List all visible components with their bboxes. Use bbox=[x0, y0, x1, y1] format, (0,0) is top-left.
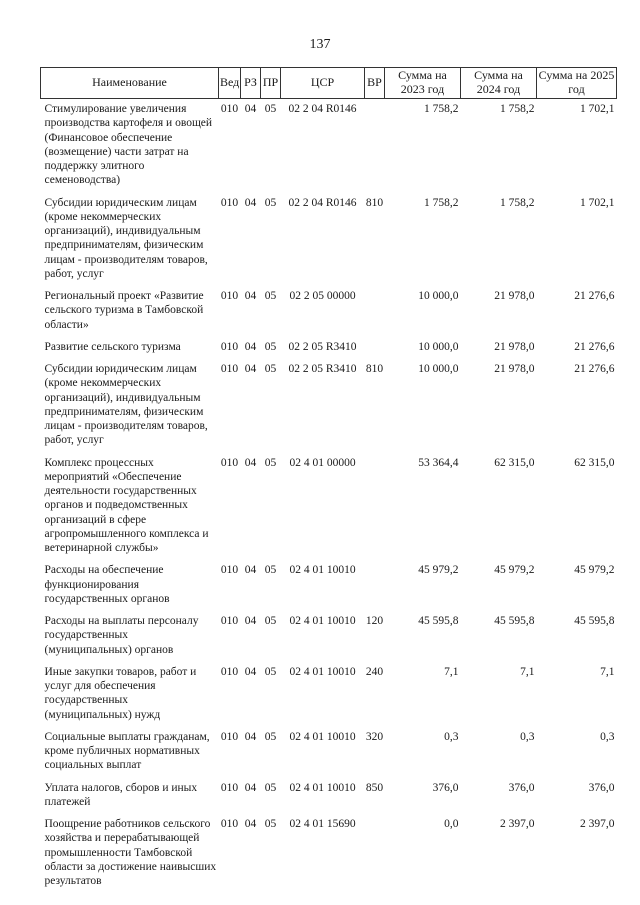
row-pr: 05 bbox=[264, 290, 277, 302]
row-rz: 04 bbox=[244, 615, 257, 627]
table-row bbox=[41, 665, 617, 730]
row-vr: 810 bbox=[365, 363, 384, 375]
row-sum-2025: 1 702,1 bbox=[580, 103, 615, 115]
row-sum-2025: 21 276,6 bbox=[574, 363, 615, 375]
row-sum-2025: 21 276,6 bbox=[574, 290, 615, 302]
header-sum-2025: Сумма на 2025 год bbox=[537, 68, 617, 99]
row-name: Уплата налогов, сборов и иных платежей bbox=[44, 781, 198, 808]
row-sum-2023: 10 000,0 bbox=[418, 340, 459, 353]
row-sum-2024: 0,3 bbox=[520, 730, 535, 743]
row-rz: 04 bbox=[244, 196, 257, 209]
row-sum-2025: 45 979,2 bbox=[574, 564, 615, 577]
row-vr: 810 bbox=[365, 196, 384, 209]
row-sum-2024: 2 397,0 bbox=[500, 818, 535, 830]
row-sum-2024: 62 315,0 bbox=[494, 456, 535, 469]
row-sum-2023: 10 000,0 bbox=[418, 290, 459, 302]
row-ved: 010 bbox=[220, 615, 239, 627]
row-vr bbox=[365, 340, 385, 362]
row-rz: 04 bbox=[244, 290, 257, 302]
table-row bbox=[41, 614, 617, 665]
row-sum-2023: 53 364,4 bbox=[418, 456, 459, 469]
row-pr: 05 bbox=[264, 456, 277, 469]
table-row bbox=[41, 196, 617, 290]
row-pr: 05 bbox=[264, 615, 277, 627]
row-sum-2025: 21 276,6 bbox=[574, 340, 615, 353]
row-ved: 010 bbox=[220, 818, 239, 830]
table-row bbox=[41, 730, 617, 781]
row-name: Стимулирование увеличения производства картофеля и овощей (Финансовое обеспечение (возмещение) части затрат на поддержку элитного семеноводства) bbox=[44, 103, 213, 187]
table-body bbox=[41, 99, 617, 897]
row-sum-2023: 10 000,0 bbox=[418, 363, 459, 375]
header-pr: ПР bbox=[261, 68, 281, 99]
row-ved: 010 bbox=[220, 340, 239, 353]
table-row bbox=[41, 99, 617, 196]
row-sum-2024: 45 979,2 bbox=[494, 564, 535, 577]
row-sum-2023: 376,0 bbox=[432, 781, 459, 794]
row-sum-2025: 7,1 bbox=[600, 665, 615, 678]
row-pr: 05 bbox=[264, 363, 277, 375]
table-header bbox=[41, 68, 617, 99]
row-vr bbox=[365, 456, 385, 564]
page-number: 137 bbox=[309, 37, 331, 52]
row-pr: 05 bbox=[264, 665, 277, 678]
row-pr: 05 bbox=[264, 781, 277, 794]
row-sum-2025: 1 702,1 bbox=[580, 196, 615, 209]
row-rz: 04 bbox=[244, 363, 257, 375]
row-pr: 05 bbox=[264, 340, 277, 353]
row-rz: 04 bbox=[244, 456, 257, 469]
row-csr: 02 2 05 00000 bbox=[289, 290, 356, 302]
row-sum-2023: 45 979,2 bbox=[418, 564, 459, 577]
row-vr bbox=[365, 817, 385, 896]
row-rz: 04 bbox=[244, 564, 257, 577]
row-rz: 04 bbox=[244, 818, 257, 830]
row-csr: 02 2 05 R3410 bbox=[288, 363, 357, 375]
row-csr: 02 4 01 00000 bbox=[289, 456, 356, 469]
row-ved: 010 bbox=[220, 781, 239, 794]
row-ved: 010 bbox=[220, 456, 239, 469]
row-sum-2025: 376,0 bbox=[588, 781, 615, 794]
row-vr: 850 bbox=[365, 781, 384, 794]
row-ved: 010 bbox=[220, 730, 239, 743]
row-csr: 02 4 01 10010 bbox=[289, 564, 356, 577]
header-sum-2023: Сумма на 2023 год bbox=[385, 68, 461, 99]
row-rz: 04 bbox=[244, 781, 257, 794]
row-vr bbox=[365, 289, 385, 340]
row-sum-2023: 7,1 bbox=[444, 665, 459, 678]
row-csr: 02 2 04 R0146 bbox=[288, 103, 357, 115]
row-name: Региональный проект «Развитие сельского туризма в Тамбовской области» bbox=[44, 290, 204, 331]
row-sum-2023: 0,3 bbox=[444, 730, 459, 743]
row-ved: 010 bbox=[220, 103, 239, 115]
row-csr: 02 2 05 R3410 bbox=[288, 340, 357, 353]
row-ved: 010 bbox=[220, 196, 239, 209]
row-sum-2024: 7,1 bbox=[520, 665, 535, 678]
row-csr: 02 4 01 10010 bbox=[289, 665, 356, 678]
row-sum-2024: 21 978,0 bbox=[494, 290, 535, 302]
row-name: Субсидии юридическим лицам (кроме некоммерческих организаций), индивидуальным предпринимателям, физическим лицам - производителям товаров, работ, услуг bbox=[44, 363, 208, 447]
row-vr: 240 bbox=[365, 665, 384, 678]
row-sum-2024: 45 595,8 bbox=[494, 615, 535, 627]
table-row bbox=[41, 340, 617, 362]
row-ved: 010 bbox=[220, 363, 239, 375]
header-sum-2024: Сумма на 2024 год bbox=[461, 68, 537, 99]
row-sum-2025: 45 595,8 bbox=[574, 615, 615, 627]
header-vr: ВР bbox=[365, 68, 385, 99]
row-ved: 010 bbox=[220, 564, 239, 577]
row-rz: 04 bbox=[244, 730, 257, 743]
row-sum-2023: 1 758,2 bbox=[424, 196, 459, 209]
row-pr: 05 bbox=[264, 564, 277, 577]
row-sum-2024: 21 978,0 bbox=[494, 363, 535, 375]
row-rz: 04 bbox=[244, 340, 257, 353]
header-rz: РЗ bbox=[241, 68, 261, 99]
row-ved: 010 bbox=[220, 665, 239, 678]
row-vr: 320 bbox=[365, 730, 384, 743]
row-name: Социальные выплаты гражданам, кроме публичных нормативных социальных выплат bbox=[44, 730, 210, 772]
row-name: Поощрение работников сельского хозяйства и перерабатывающей промышленности Тамбовской области за достижение наивысших результатов bbox=[44, 818, 217, 887]
table-row bbox=[41, 781, 617, 818]
header-ved: Вед bbox=[219, 68, 241, 99]
table-row bbox=[41, 456, 617, 564]
table-row bbox=[41, 289, 617, 340]
table-row bbox=[41, 362, 617, 456]
row-sum-2023: 1 758,2 bbox=[424, 103, 459, 115]
row-pr: 05 bbox=[264, 196, 277, 209]
table-row bbox=[41, 563, 617, 614]
row-rz: 04 bbox=[244, 665, 257, 678]
row-sum-2025: 0,3 bbox=[600, 730, 615, 743]
row-sum-2024: 1 758,2 bbox=[500, 196, 535, 209]
row-csr: 02 4 01 10010 bbox=[289, 781, 356, 794]
row-csr: 02 4 01 10010 bbox=[289, 730, 356, 743]
row-sum-2024: 21 978,0 bbox=[494, 340, 535, 353]
row-name: Развитие сельского туризма bbox=[44, 340, 181, 353]
row-pr: 05 bbox=[264, 818, 277, 830]
header-name: Наименование bbox=[41, 68, 219, 99]
row-pr: 05 bbox=[264, 730, 277, 743]
row-sum-2024: 1 758,2 bbox=[500, 103, 535, 115]
row-pr: 05 bbox=[264, 103, 277, 115]
row-name: Расходы на обеспечение функционирования государственных органов bbox=[44, 564, 170, 605]
header-csr: ЦСР bbox=[281, 68, 365, 99]
row-csr: 02 2 04 R0146 bbox=[288, 196, 357, 209]
row-sum-2025: 62 315,0 bbox=[574, 456, 615, 469]
table-row bbox=[41, 817, 617, 896]
budget-table bbox=[40, 67, 617, 896]
budget-table-container bbox=[40, 67, 616, 896]
row-vr bbox=[365, 99, 385, 196]
row-csr: 02 4 01 10010 bbox=[289, 615, 356, 627]
row-name: Расходы на выплаты персоналу государственных (муниципальных) органов bbox=[44, 615, 199, 656]
row-sum-2023: 45 595,8 bbox=[418, 615, 459, 627]
row-ved: 010 bbox=[220, 290, 239, 302]
row-name: Комплекс процессных мероприятий «Обеспечение деятельности государственных органов и подведомственных организаций в сфере агропромышленного комплекса и ветеринарной службы» bbox=[44, 456, 209, 554]
row-sum-2023: 0,0 bbox=[444, 818, 459, 830]
row-sum-2025: 2 397,0 bbox=[580, 818, 615, 830]
row-vr bbox=[365, 563, 385, 614]
row-csr: 02 4 01 15690 bbox=[289, 818, 356, 830]
row-vr: 120 bbox=[365, 615, 384, 627]
row-sum-2024: 376,0 bbox=[508, 781, 535, 794]
row-name: Субсидии юридическим лицам (кроме некоммерческих организаций), индивидуальным предпринимателям, физическим лицам - производителям товаров, работ, услуг bbox=[44, 196, 208, 280]
row-rz: 04 bbox=[244, 103, 257, 115]
row-name: Иные закупки товаров, работ и услуг для обеспечения государственных (муниципальных) нужд bbox=[44, 665, 197, 721]
